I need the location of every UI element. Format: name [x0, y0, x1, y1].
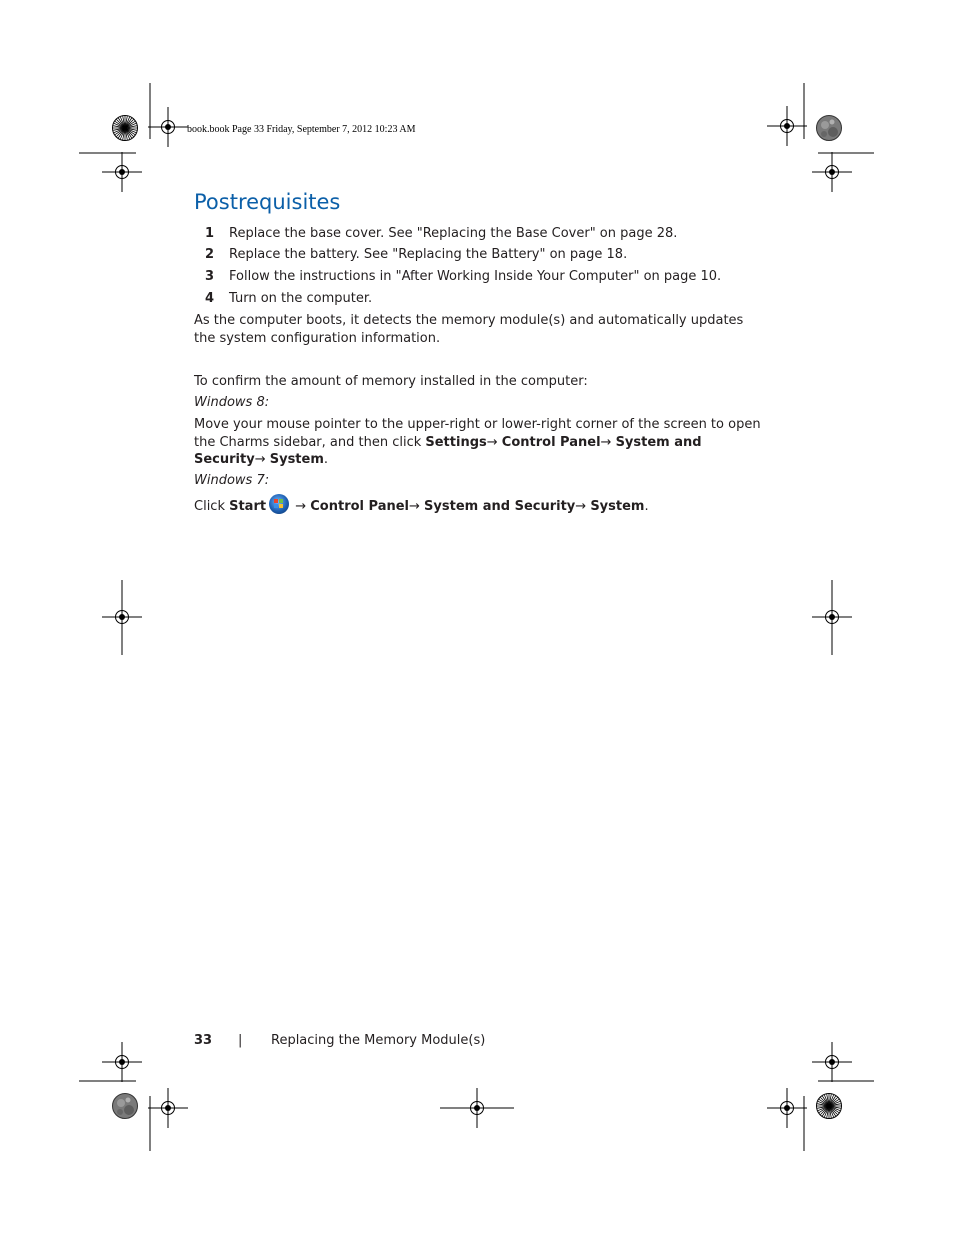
control-panel-term: Control Panel — [310, 499, 410, 514]
start-term: Start — [229, 499, 267, 514]
windows-start-orb-icon — [269, 494, 289, 514]
windows8-text: Move your mouse pointer to the upper-right or lower-right corner of the screen to open the Charms sidebar, and then click — [194, 417, 761, 450]
windows8-label: Windows 8: — [194, 395, 270, 410]
arrow: → — [600, 434, 616, 450]
step-text: Follow the instructions in "After Working Inside Your Computer" on page 10. — [229, 269, 722, 284]
arrow: → — [291, 499, 311, 514]
system-term: System — [269, 452, 324, 467]
settings-term: Settings — [425, 434, 487, 450]
period: . — [323, 452, 329, 467]
system-security-term: System and Security — [424, 499, 576, 514]
boot-note: As the computer boots, it detects the memory module(s) and automatically updates the system configuration information. — [194, 313, 744, 346]
windows7-label: Windows 7: — [194, 473, 270, 488]
arrow: → — [409, 499, 425, 514]
step-text: Replace the base cover. See "Replacing the Base Cover" on page 28. — [229, 226, 678, 241]
footer-separator: | — [238, 1033, 243, 1048]
chapter-title: Replacing the Memory Module(s) — [271, 1033, 486, 1048]
step-text: Replace the battery. See "Replacing the Battery" on page 18. — [229, 247, 628, 262]
step-number: 4 — [204, 291, 214, 306]
system-security-term: System and Security — [194, 434, 702, 467]
period: . — [644, 499, 649, 514]
step-number: 3 — [204, 269, 214, 284]
windows7-instructions — [194, 494, 764, 516]
confirm-intro: To confirm the amount of memory installed in the computer: — [194, 374, 588, 389]
arrow: → — [254, 452, 270, 467]
arrow: → — [486, 434, 502, 450]
windows8-instructions — [194, 416, 764, 469]
step-text: Turn on the computer. — [229, 291, 373, 306]
step-number: 2 — [204, 247, 214, 262]
arrow: → — [575, 499, 591, 514]
page-heading: Postrequisites — [194, 190, 341, 214]
click-text: Click — [194, 499, 230, 514]
page-number: 33 — [194, 1033, 213, 1048]
system-term: System — [590, 499, 645, 514]
step-number: 1 — [204, 226, 214, 241]
print-slug: book.book Page 33 Friday, September 7, 2012 10:23 AM — [187, 124, 416, 135]
control-panel-term: Control Panel — [501, 434, 601, 450]
